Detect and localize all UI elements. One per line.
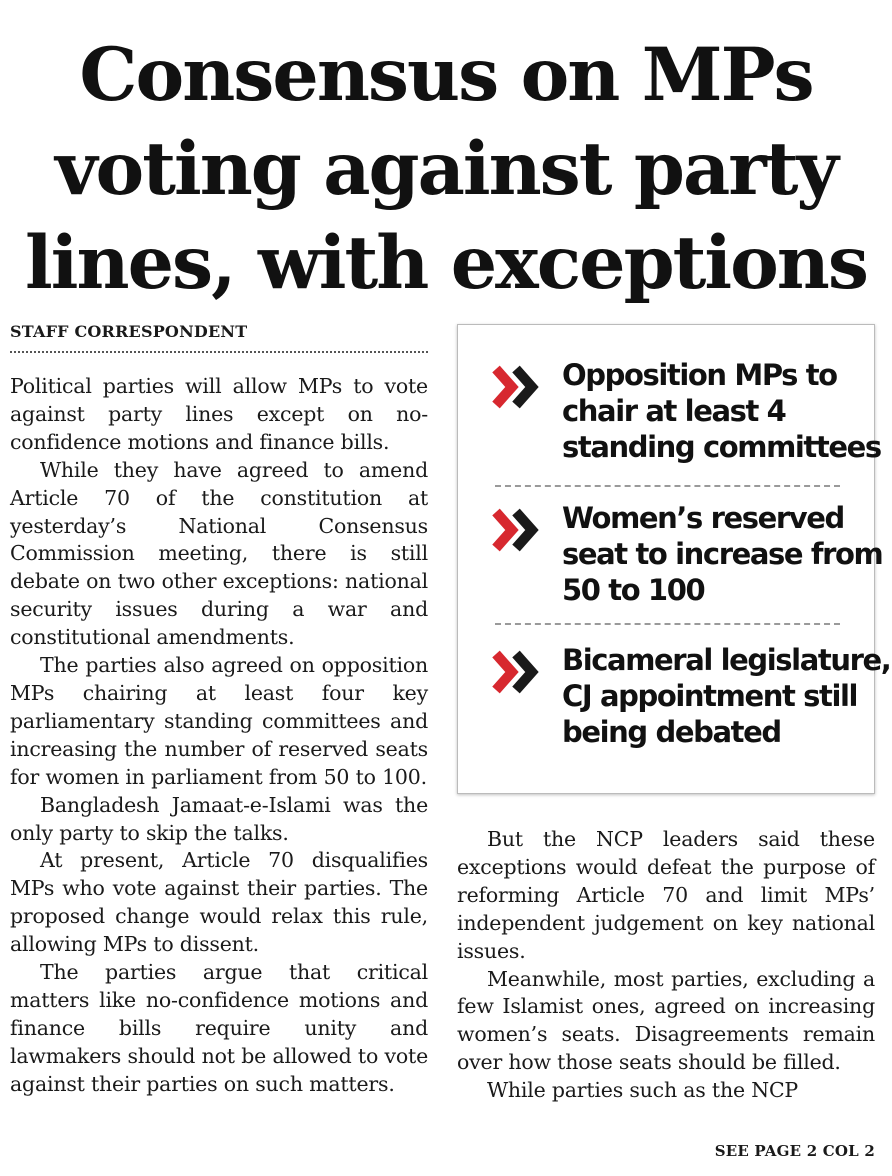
highlight-line: standing committees: [562, 430, 881, 464]
highlight-line: CJ appointment still: [562, 679, 858, 713]
highlight-line: Bicameral legislature,: [562, 643, 891, 677]
article-column-left: [10, 373, 428, 1099]
highlight-line: seat to increase from: [562, 537, 883, 571]
article-paragraph-6: The parties argue that critical matters like no-confidence motions and finance bills require unity and lawmakers should not be allowed to vote against their parties on such matters.: [10, 960, 428, 1096]
article-paragraph-1: Political parties will allow MPs to vote against party lines except on no-confidence motions and finance bills.: [10, 374, 428, 454]
dashed-divider: [495, 623, 840, 625]
headline-line-2: voting against party: [55, 126, 837, 212]
highlights-box: [457, 324, 891, 794]
article-column-right: [457, 826, 875, 1105]
headline-line-1: Consensus on MPs: [79, 32, 813, 118]
highlight-line: being debated: [562, 715, 781, 749]
continuation-note[interactable]: SEE PAGE 2 COL 2: [714, 1142, 875, 1160]
highlight-line: Women’s reserved: [562, 501, 844, 535]
article-paragraph-5: At present, Article 70 disqualifies MPs who vote against their parties. The proposed change would relax this rule, allowing MPs to dissent.: [10, 848, 428, 957]
article-paragraph-3: The parties also agreed on opposition MPs chairing at least four key parliamentary standing committees and increasing the number of reserved seats for women in parliament from 50 to 100.: [10, 653, 428, 789]
highlight-text: [562, 357, 881, 465]
headline-line-3: lines, with exceptions: [25, 220, 867, 306]
highlight-text: [562, 500, 883, 608]
double-chevron-right-icon: [490, 361, 546, 413]
article-paragraph-4: Bangladesh Jamaat-e-Islami was the only party to skip the talks.: [10, 792, 428, 845]
double-chevron-right-icon: [490, 504, 546, 556]
article-paragraph-2: While they have agreed to amend Article 70 of the constitution at yesterday’s National Consensus Commission meeting, there is still debate on two other exceptions: national security issues during a war and constitutional amendments.: [10, 457, 428, 650]
double-chevron-right-icon: [490, 646, 546, 698]
article-paragraph-7: But the NCP leaders said these exceptions would defeat the purpose of reforming Article 70 and limit MPs’ independent judgement on key national issues.: [457, 827, 875, 963]
headline: [0, 28, 892, 310]
highlight-line: 50 to 100: [562, 573, 705, 607]
dashed-divider: [495, 485, 840, 487]
highlight-text: [562, 642, 891, 750]
article-paragraph-9: While parties such as the NCP: [487, 1078, 799, 1103]
byline: STAFF CORRESPONDENT: [10, 322, 428, 353]
article-paragraph-8: Meanwhile, most parties, excluding a few Islamist ones, agreed on increasing women’s seats. Disagreements remain over how those seats should be filled.: [457, 966, 875, 1075]
highlight-line: chair at least 4: [562, 394, 786, 428]
highlight-line: Opposition MPs to: [562, 358, 837, 392]
